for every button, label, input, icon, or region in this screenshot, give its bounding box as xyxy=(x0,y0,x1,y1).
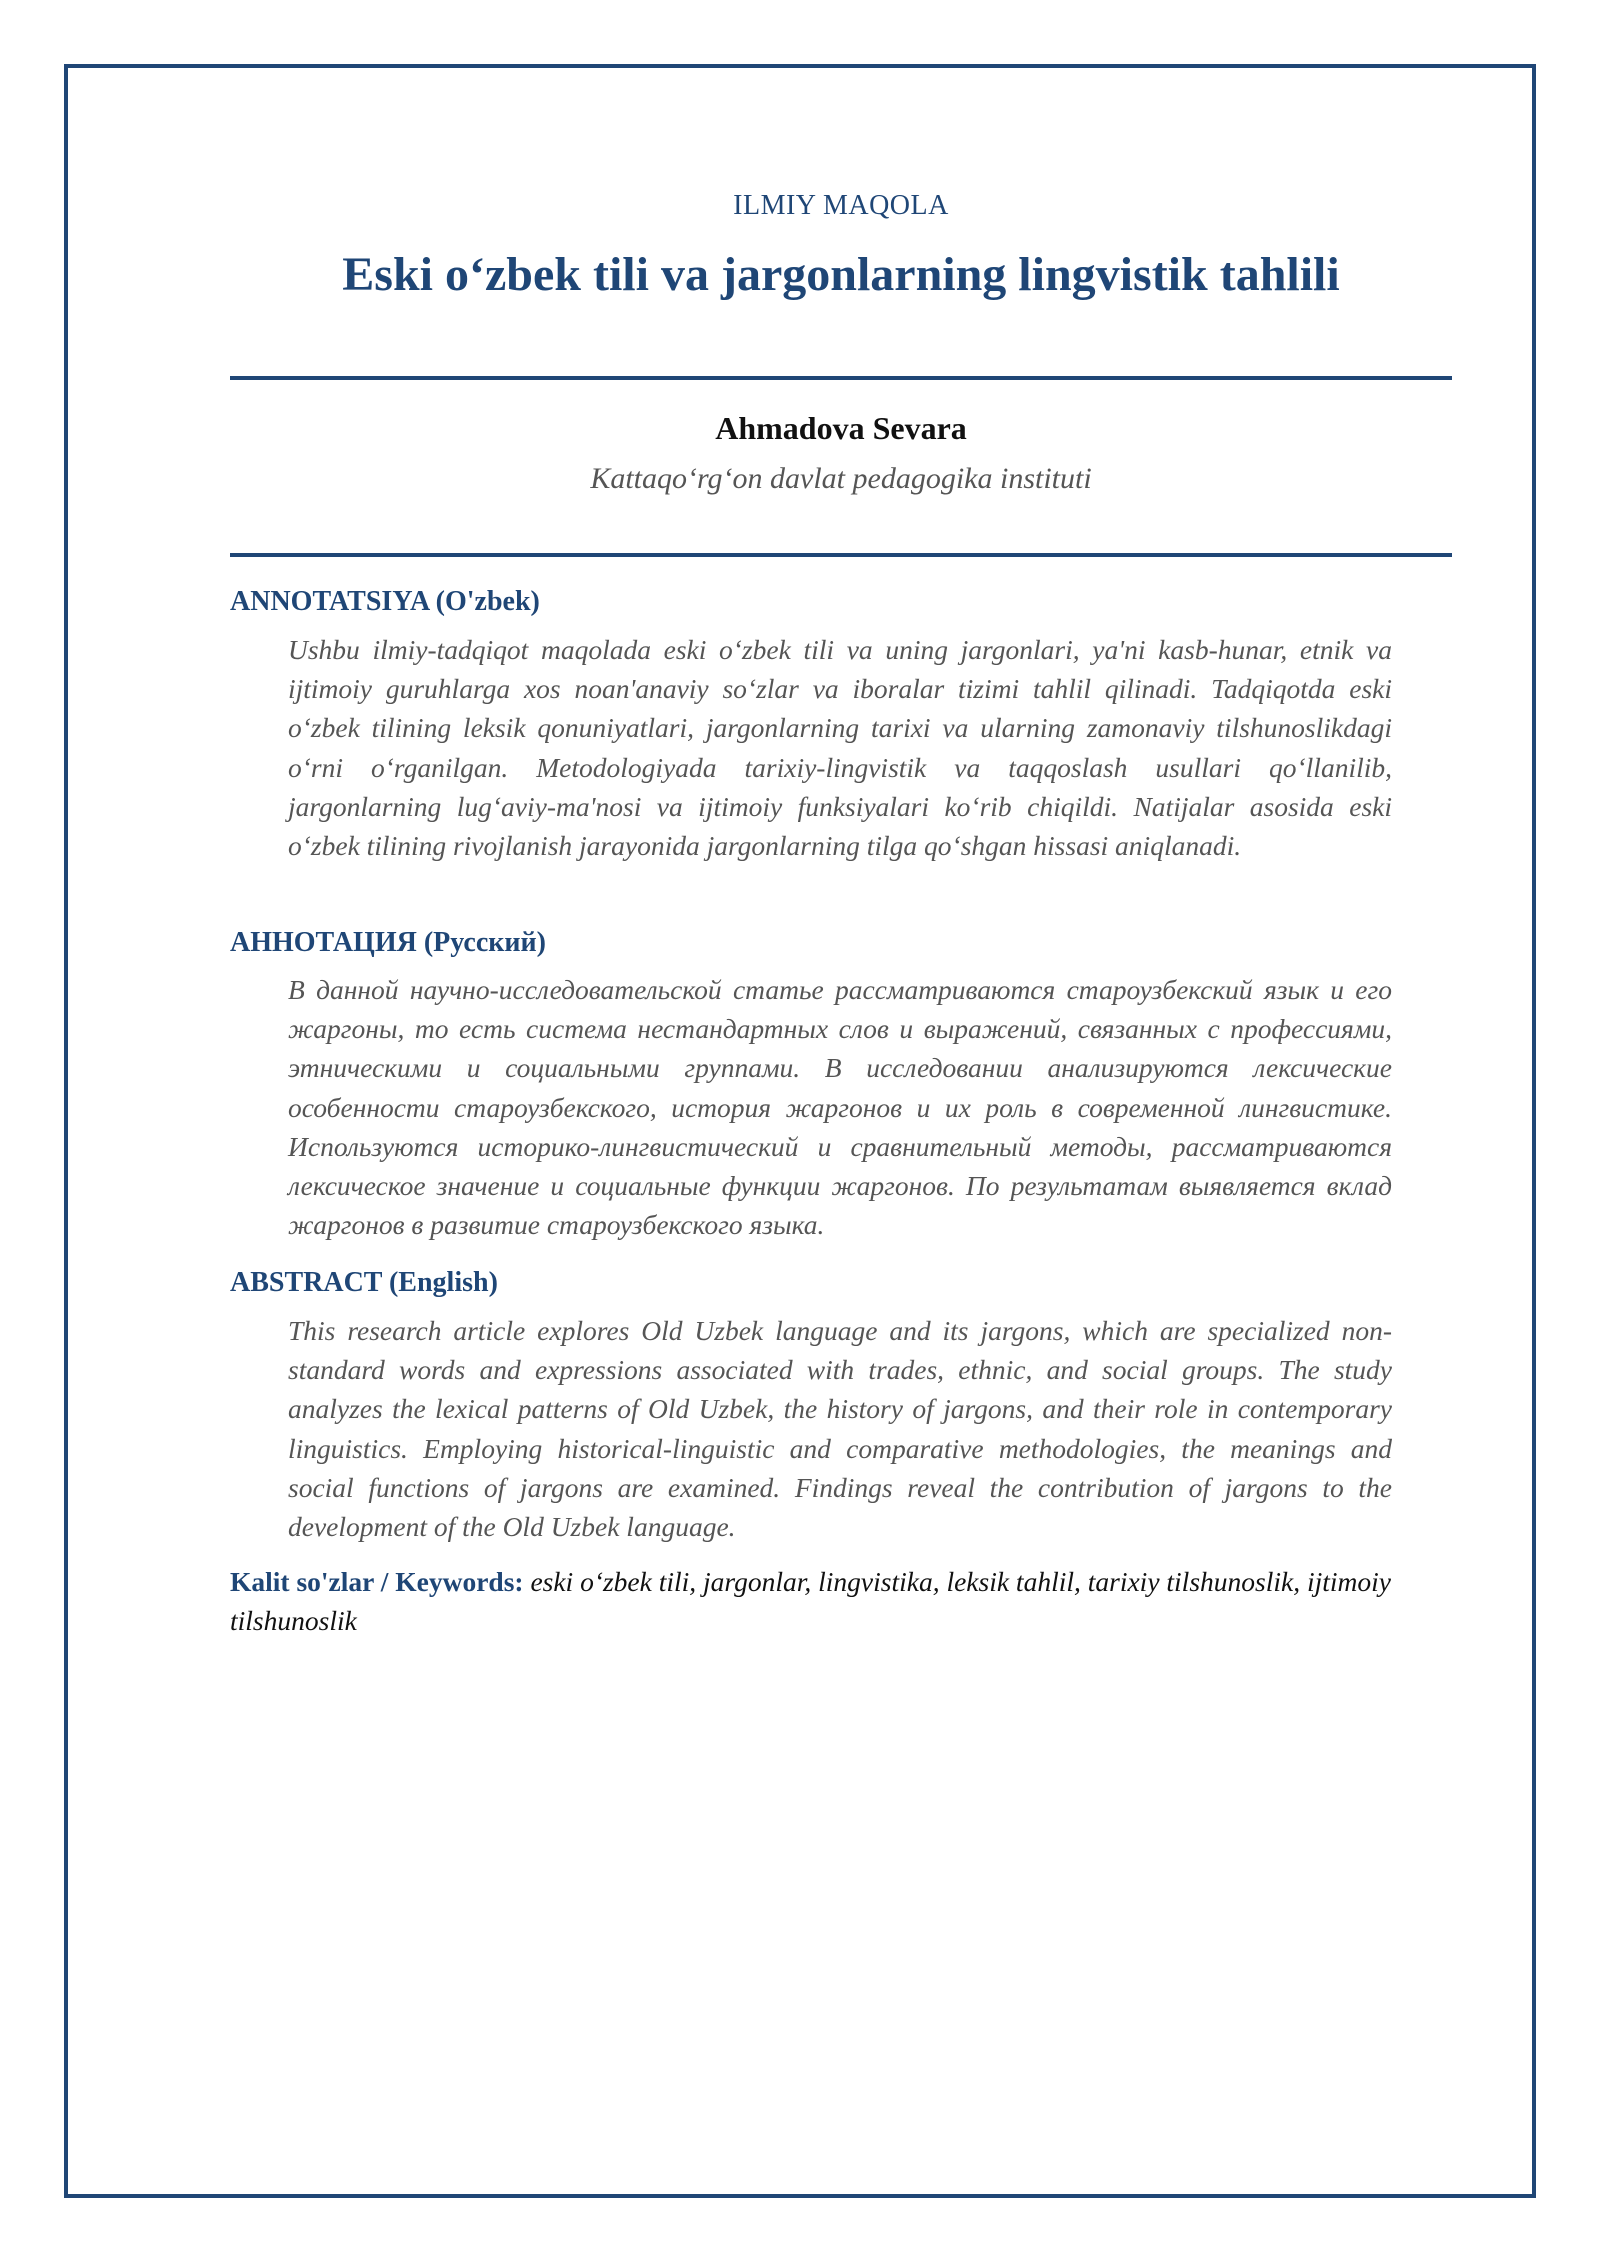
keywords-text: eski o‘zbek tili, jargonlar, lingvistika, leksik tahlil, tarixiy tilshunoslik, ijtimoiy tilshunoslik xyxy=(230,1566,1391,1636)
title-divider xyxy=(230,376,1452,380)
article-title: Eski o‘zbek tili va jargonlarning lingvistik tahlili xyxy=(342,248,1340,301)
keywords-label: Kalit so'zlar / Keywords: xyxy=(230,1566,531,1597)
abstract-russian-heading: АННОТАЦИЯ (Русский) xyxy=(230,927,546,958)
abstract-uzbek-text: Ushbu ilmiy-tadqiqot maqolada eski o‘zbek tili va uning jargonlari, ya'ni kasb-hunar, etnik va ijtimoiy guruhlarga xos noan'anaviy so‘zlar va iboralar tizimi tahlil qilinadi. Tadqiqotda eski o‘zbek tilining leksik qonuniyatlari, jargonlarning tarixi va ularning zamonaviy tilshunoslikdagi o‘rni o‘rganilgan. Metodologiyada tarixiy-lingvistik va taqqoslash usullari qo‘llanilib, jargonlarning lug‘aviy-ma'nosi va ijtimoiy funksiyalari ko‘rib chiqildi. Natijalar asosida eski o‘zbek tilining rivojlanish jarayonida jargonlarning tilga qo‘shgan hissasi aniqlanadi. xyxy=(288,634,1392,862)
abstract-english-text: This research article explores Old Uzbek language and its jargons, which are specialized non-standard words and expressions associated with trades, ethnic, and social groups. The study analyzes the lexical patterns of Old Uzbek, the history of jargons, and their role in contemporary linguistics. Employing historical-linguistic and comparative methodologies, the meanings and social functions of jargons are examined. Findings reveal the contribution of jargons to the development of the Old Uzbek language. xyxy=(288,1315,1392,1543)
abstract-english-heading: ABSTRACT (English) xyxy=(230,1267,498,1298)
abstract-russian-text: В данной научно-исследовательской статье рассматриваются староузбекский язык и его жаргоны, то есть система нестандартных слов и выражений, связанных с профессиями, этническими и социальными группами. В исследовании анализируются лексические особенности староузбекского, история жаргонов и их роль в современной лингвистике. Используются историко-лингвистический и сравнительный методы, рассматриваются лексическое значение и социальные функции жаргонов. По результатам выявляется вклад жаргонов в развитие староузбекского языка. xyxy=(288,974,1392,1241)
keywords xyxy=(230,1562,1410,1640)
author-divider xyxy=(230,553,1452,557)
article-type-label: ILMIY MAQOLA xyxy=(733,190,949,221)
author-affiliation: Kattaqo‘rg‘on davlat pedagogika instituti xyxy=(590,462,1092,495)
abstract-uzbek-heading: ANNOTATSIYA (O'zbek) xyxy=(230,586,540,617)
author-name: Ahmadova Sevara xyxy=(715,410,967,446)
